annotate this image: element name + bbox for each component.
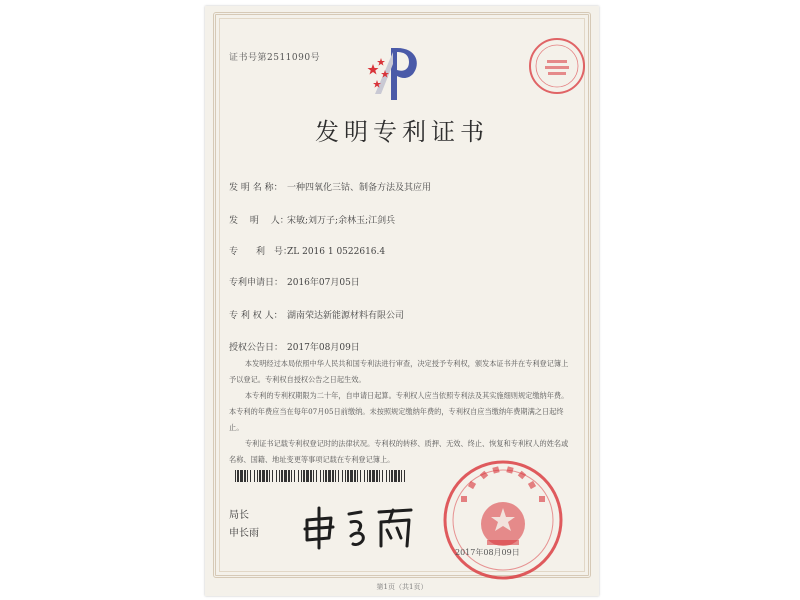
barcode-bar — [367, 470, 368, 482]
barcode-bar — [398, 470, 400, 482]
barcode-bar — [357, 470, 358, 482]
barcode-bar — [386, 470, 387, 482]
barcode-bar — [291, 470, 292, 482]
body-paragraph: 本专利的专利权期限为二十年，自申请日起算。专利权人应当依照专利法及其实施细则规定缴纳年费。本专利的年费应当在每年07月05日前缴纳。未按照规定缴纳年费的，专利权自应当缴纳年费期满之日起终止。 — [229, 391, 569, 432]
field-invention-name — [229, 180, 431, 193]
page-number: 第1页（共1页） — [376, 583, 428, 591]
body-paragraph: 专利证书记载专利权登记时的法律状况。专利权的转移、质押、无效、终止、恢复和专利权人的姓名或名称、国籍、地址变更等事项记载在专利登记簿上。 — [229, 439, 569, 464]
barcode-bar — [250, 470, 251, 482]
field-label: 专 利 权 人： — [229, 311, 283, 321]
barcode-bar — [259, 470, 261, 482]
field-label: 授权公告日： — [229, 343, 284, 353]
barcode-bar — [276, 470, 277, 482]
field-value: 2017年08月09日 — [287, 343, 360, 353]
certificate-body — [229, 356, 571, 468]
barcode-bar — [350, 470, 353, 482]
barcode-bar — [288, 470, 290, 482]
barcode-bar — [272, 470, 273, 482]
barcode-bar — [254, 470, 255, 482]
barcode-bar — [247, 470, 248, 482]
barcode-bar — [394, 470, 397, 482]
office-seal-icon — [527, 36, 587, 96]
barcode — [235, 470, 405, 482]
barcode-bar — [325, 470, 327, 482]
barcode-bar — [269, 470, 270, 482]
official-title: 局长 — [229, 510, 249, 521]
body-paragraph: 本发明经过本局依照中华人民共和国专利法进行审查，决定授予专利权，颁发本证书并在专利登记簿上予以登记。专利权自授权公告之日起生效。 — [229, 359, 569, 384]
barcode-bar — [281, 470, 283, 482]
page-title: 发明专利证书 — [315, 118, 489, 146]
barcode-bar — [372, 470, 375, 482]
certificate-number: 证书号第2511090号 — [229, 53, 321, 63]
barcode-bar — [320, 470, 321, 482]
barcode-bar — [404, 470, 405, 482]
field-label: 专 利 号： — [229, 247, 293, 257]
barcode-bar — [345, 470, 346, 482]
barcode-bar — [237, 470, 239, 482]
barcode-bar — [379, 470, 380, 482]
field-label: 发 明 人： — [229, 216, 289, 226]
field-value: ZL 2016 1 0522616.4 — [287, 247, 386, 257]
barcode-bar — [298, 470, 299, 482]
field-grant-date — [229, 340, 360, 353]
barcode-bar — [360, 470, 361, 482]
cnipa-emblem-icon — [363, 42, 427, 106]
barcode-bar — [257, 470, 258, 482]
barcode-bar — [279, 470, 280, 482]
field-value: 湖南荣达新能源材料有限公司 — [287, 311, 405, 321]
barcode-bar — [313, 470, 314, 482]
barcode-bar — [306, 470, 309, 482]
barcode-bar — [338, 470, 339, 482]
barcode-bar — [328, 470, 331, 482]
barcode-bar — [235, 470, 236, 482]
barcode-bar — [294, 470, 295, 482]
field-value: 宋敏;刘万子;余林玉;江剑兵 — [287, 216, 396, 226]
field-application-date — [229, 275, 360, 288]
barcode-bar — [342, 470, 343, 482]
state-ip-office-seal-icon — [441, 458, 565, 582]
official-name: 申长雨 — [229, 528, 259, 539]
barcode-bar — [376, 470, 378, 482]
barcode-bar — [347, 470, 349, 482]
barcode-bar — [382, 470, 383, 482]
issue-date: 2017年08月09日 — [455, 548, 520, 557]
barcode-bar — [316, 470, 317, 482]
field-value: 一种四氧化三钴、制备方法及其应用 — [287, 183, 432, 193]
barcode-bar — [310, 470, 312, 482]
barcode-bar — [240, 470, 243, 482]
barcode-bar — [364, 470, 365, 482]
certificate-page — [205, 6, 599, 596]
barcode-bar — [301, 470, 302, 482]
field-inventors — [229, 213, 395, 226]
field-patent-number — [229, 244, 385, 257]
barcode-bar — [303, 470, 305, 482]
handwritten-signature — [301, 502, 417, 552]
field-label: 专利申请日： — [229, 278, 284, 288]
barcode-bar — [244, 470, 246, 482]
barcode-bar — [369, 470, 371, 482]
field-value: 2016年07月05日 — [287, 278, 360, 288]
barcode-bar — [323, 470, 324, 482]
barcode-bar — [262, 470, 265, 482]
field-patentee — [229, 308, 404, 321]
barcode-bar — [284, 470, 287, 482]
barcode-bar — [391, 470, 393, 482]
barcode-bar — [401, 470, 402, 482]
barcode-bar — [335, 470, 336, 482]
barcode-bar — [354, 470, 356, 482]
barcode-bar — [266, 470, 268, 482]
barcode-bar — [332, 470, 334, 482]
barcode-bar — [389, 470, 390, 482]
field-label: 发 明 名 称： — [229, 183, 283, 193]
